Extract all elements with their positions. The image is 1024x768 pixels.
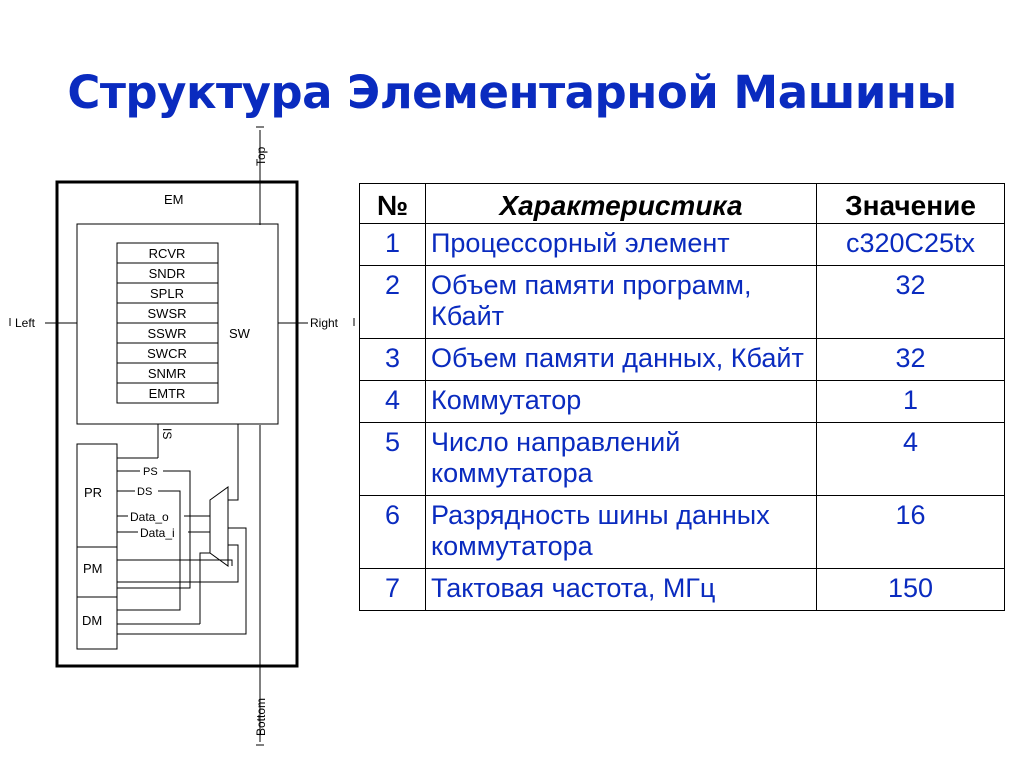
row-number: 7 — [360, 569, 426, 611]
table-row — [360, 339, 1005, 381]
bottom-port-label: Bottom — [254, 697, 268, 736]
row-number: 6 — [360, 496, 426, 569]
multiplexer — [210, 487, 228, 566]
row-number: 4 — [360, 381, 426, 423]
dm-label: DM — [82, 613, 103, 628]
is-label: IS — [160, 428, 174, 440]
pm-dm-wire — [117, 560, 232, 566]
row-value: 32 — [817, 266, 1005, 339]
row-value: 150 — [817, 569, 1005, 611]
row-characteristic: Объем памяти программ, Кбайт — [426, 266, 817, 339]
mux-wire-a — [117, 528, 246, 634]
row-value: 16 — [817, 496, 1005, 569]
table-header-row — [360, 184, 1005, 224]
register-label: SNDR — [148, 266, 186, 281]
mux-to-sw-wire — [228, 424, 238, 500]
register-label: SWSR — [147, 306, 187, 321]
row-characteristic: Процессорный элемент — [426, 224, 817, 266]
table-row — [360, 224, 1005, 266]
row-number: 1 — [360, 224, 426, 266]
header-number: № — [360, 184, 426, 224]
table-row — [360, 496, 1005, 569]
pr-label: PR — [84, 485, 103, 500]
register-label: SWCR — [147, 346, 187, 361]
header-characteristic: Характеристика — [426, 184, 817, 224]
row-value: 1 — [817, 381, 1005, 423]
pm-label: PM — [83, 561, 103, 576]
right-port-label: Right — [310, 316, 339, 330]
register-label: SPLR — [150, 286, 184, 301]
register-label: SNMR — [147, 366, 187, 381]
row-characteristic: Коммутатор — [426, 381, 817, 423]
table-row — [360, 381, 1005, 423]
register-label: EMTR — [148, 386, 186, 401]
register-label: SSWR — [147, 326, 187, 341]
top-port-label: Top — [254, 146, 268, 166]
data-o-wire — [184, 505, 210, 516]
row-characteristic: Число направлений коммутатора — [426, 423, 817, 496]
header-value: Значение — [817, 184, 1005, 224]
row-number: 2 — [360, 266, 426, 339]
row-number: 5 — [360, 423, 426, 496]
row-number: 3 — [360, 339, 426, 381]
row-value: c320C25tx — [817, 224, 1005, 266]
dm-mux-wire — [200, 553, 210, 624]
data-o-label: Data_o — [130, 510, 169, 524]
slide-title: Структура Элементарной Машины — [67, 66, 957, 119]
row-characteristic: Объем памяти данных, Кбайт — [426, 339, 817, 381]
table-row — [360, 569, 1005, 611]
ds-wire — [117, 491, 180, 610]
left-port-label: Left — [15, 316, 36, 330]
ds-label: DS — [137, 486, 153, 498]
sw-label: SW — [229, 326, 250, 341]
row-characteristic: Разрядность шины данных коммутатора — [426, 496, 817, 569]
ps-label: PS — [143, 466, 158, 478]
table-row — [360, 266, 1005, 339]
data-i-label: Data_i — [140, 526, 175, 540]
row-value: 32 — [817, 339, 1005, 381]
em-label: EM — [164, 192, 184, 207]
row-characteristic: Тактовая частота, МГц — [426, 569, 817, 611]
characteristics-table — [359, 183, 1005, 611]
register-label: RCVR — [148, 246, 186, 261]
register-stack — [117, 243, 218, 403]
table-row — [360, 423, 1005, 496]
mux-wire-b — [117, 545, 238, 582]
row-value: 4 — [817, 423, 1005, 496]
